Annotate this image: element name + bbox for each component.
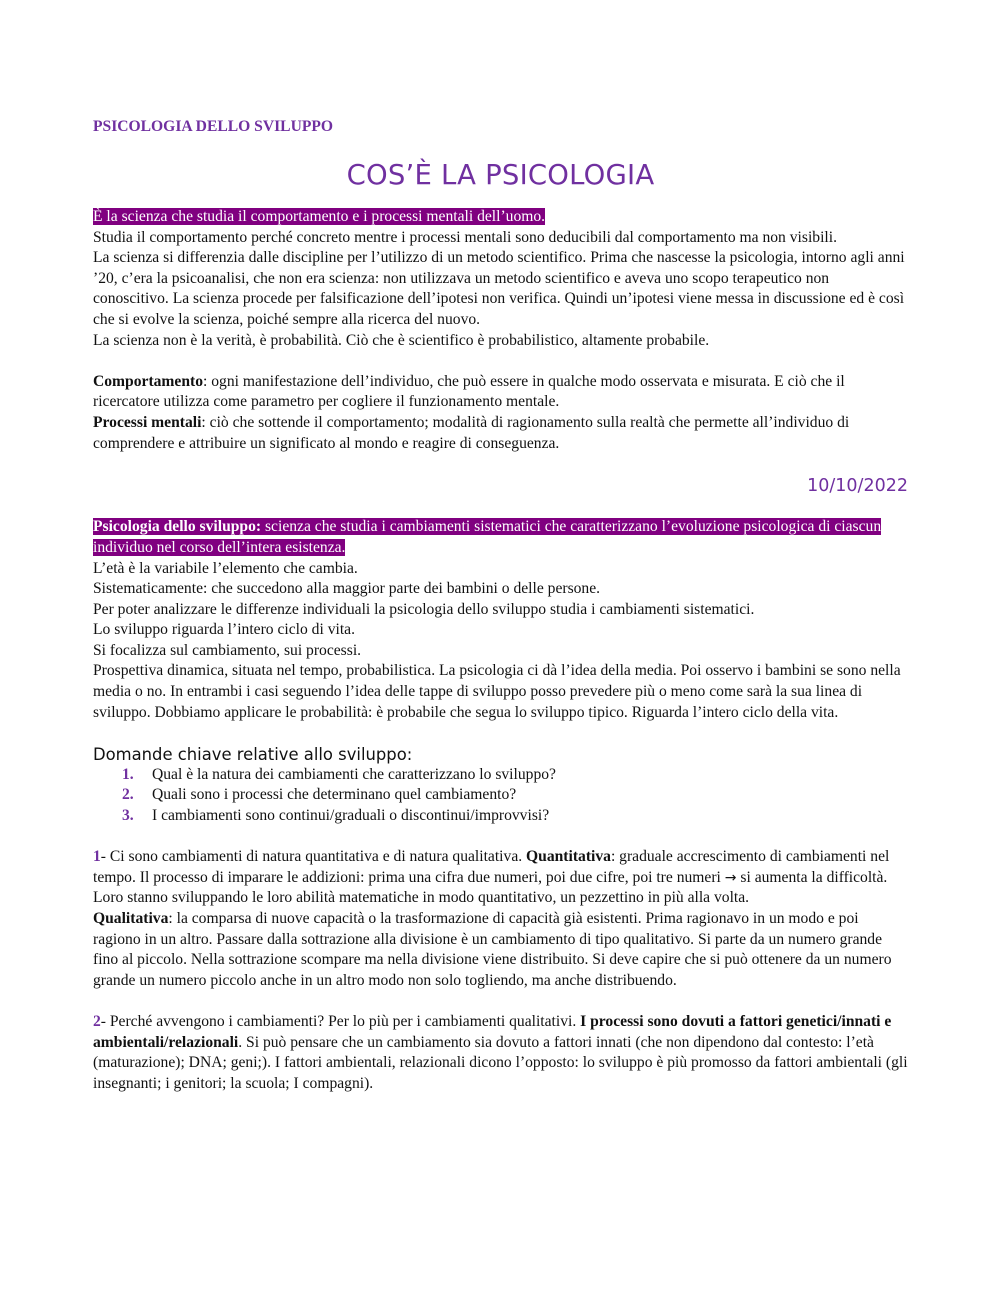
- answer-text: - Perché avvengono i cambiamenti? Per lo più per i cambiamenti qualitativi.: [100, 1012, 581, 1030]
- paragraph: L’età è la variabile l’elemento che cambia.: [93, 559, 358, 577]
- list-item: [93, 806, 908, 827]
- lecture-date: 10/10/2022: [807, 475, 908, 496]
- term-text: scienza che studia i cambiamenti sistematici che caratterizzano l’evoluzione psicologica di ciascun individuo nel corso dell’intera esistenza.: [93, 518, 882, 556]
- highlighted-definition: [93, 518, 881, 556]
- paragraph: Lo sviluppo riguarda l’intero ciclo di vita.: [93, 621, 355, 639]
- sviluppo-definition: [93, 517, 908, 558]
- spacer: [93, 497, 908, 518]
- term-label: Qualitativa: [93, 910, 169, 927]
- arrow-right-icon: →: [724, 869, 737, 886]
- list-number: 3.: [122, 807, 134, 825]
- answer-2-paragraph: [93, 1012, 908, 1094]
- answer-text: - Ci sono cambiamenti di natura quantitativa e di natura qualitativa.: [100, 848, 527, 866]
- page-title: COS’È LA PSICOLOGIA: [346, 159, 655, 191]
- spacer: [93, 454, 908, 475]
- term-text: : ogni manifestazione dell’individuo, che può essere in qualche modo osservata e misurata. E ciò che il ricercatore utilizza come parametro per cogliere il funzionamento mentale.: [93, 372, 845, 411]
- paragraph: La scienza non è la verità, è probabilità. Ciò che è scientifico è probabilistico, altamente probabile.: [93, 331, 710, 349]
- list-number: 1.: [122, 765, 134, 783]
- list-number: 2.: [122, 786, 134, 804]
- bold-statement: I processi sono dovuti a fattori genetici/innati e ambientali/relazionali: [93, 1012, 892, 1051]
- paragraph: Per poter analizzare le differenze individuali la psicologia dello sviluppo studia i cambiamenti sistematici.: [93, 600, 755, 618]
- paragraph: Studia il comportamento perché concreto mentre i processi mentali sono deducibili dal comportamento ma non visibili.: [93, 228, 837, 246]
- spacer: [93, 723, 908, 744]
- answer-text: . Si può pensare che un cambiamento sia dovuto a fattori innati (che non dipendono dal contesto: l’età (maturazione); DNA; geni;). I fattori ambientali, relazionali dicono l’opposto: lo sviluppo è più promosso da fattori ambientali (gli insegnanti; i genitori; la scuola; I compagni).: [93, 1033, 908, 1092]
- answer-text: si aumenta la difficoltà. Loro stanno sviluppando le loro abilità matematiche in modo quantitativo, un pezzettino in più alla volta.: [93, 868, 888, 907]
- term-comportamento: [93, 372, 908, 413]
- section-heading: Domande chiave relative allo sviluppo:: [93, 744, 413, 764]
- answer-text: : graduale accrescimento di cambiamenti nel tempo. Il processo di imparare le addizioni: prima una cifra due numeri, poi due cifre, poi tre numeri: [93, 848, 890, 886]
- paragraph: Prospettiva dinamica, situata nel tempo, probabilistica. La psicologia ci dà l’idea della media. Poi osservo i bambini se sono nella media o no. In entrambi i casi seguendo l’idea delle tappe di sviluppo posso prevedere più o meno come sarà la sua linea di sviluppo. Dobbiamo applicare le probabilità: è probabile che segua lo sviluppo tipico. Riguarda l’intero ciclo della vita.: [93, 662, 901, 721]
- list-item-text: Qual è la natura dei cambiamenti che caratterizzano lo sviluppo?: [152, 765, 556, 783]
- paragraph: Sistematicamente: che succedono alla maggior parte dei bambini o delle persone.: [93, 580, 601, 598]
- paragraph: Si focalizza sul cambiamento, sui processi.: [93, 641, 362, 659]
- spacer: [93, 351, 908, 372]
- questions-list: [93, 765, 908, 827]
- answer-number: 2: [93, 1012, 101, 1030]
- list-item-text: I cambiamenti sono continui/graduali o discontinui/improvvisi?: [152, 807, 550, 825]
- paragraph: La scienza si differenzia dalle discipline per l’utilizzo di un metodo scientifico. Prima che nascesse la psicologia, intorno agli anni ’20, c’era la psicoanalisi, che non era scienza: non utilizzava un metodo scientifico e aveva uno scopo terapeutico non conoscitivo. La scienza procede per falsificazione dell’ipotesi non verifica. Quindi un’ipotesi viene messa in discussione ed è così che si evolve la scienza, poiché sempre alla ricerca del nuovo.: [93, 249, 905, 328]
- spacer: [93, 991, 908, 1012]
- definition-paragraph: [93, 207, 908, 228]
- answer-text: : la comparsa di nuove capacità o la trasformazione di capacità già esistenti. Prima ragionavo in un modo e poi ragiono in un altro. Passare dalla sottrazione alla divisione è un cambiamento di tipo qualitativo. Si parte da un numero grande fino al piccolo. Nella sottrazione scompare ma nella divisione viene distribuito. Si deve capire che si può ottenere da un numero grande un numero piccolo anche in un altro modo non solo togliendo, ma anche distribuendo.: [93, 910, 892, 989]
- term-label: Processi mentali: [93, 413, 202, 431]
- spacer: [93, 827, 908, 848]
- document-page: [93, 116, 908, 1094]
- list-item: [93, 765, 908, 786]
- answer-1-qualitativa: [93, 909, 908, 991]
- term-text: : ciò che sottende il comportamento; modalità di ragionamento sulla realtà che permette all’individuo di comprendere e attribuire un significato al mondo e reagire di conseguenza.: [93, 413, 850, 452]
- highlighted-definition: È la scienza che studia il comportamento e i processi mentali dell’uomo.: [93, 208, 546, 225]
- answer-1-paragraph: [93, 847, 908, 909]
- term-processi-mentali: [93, 413, 908, 454]
- course-header: PSICOLOGIA DELLO SVILUPPO: [93, 118, 334, 135]
- answer-number: 1: [93, 848, 101, 866]
- term-label: Quantitativa: [526, 848, 611, 866]
- term-label: Psicologia dello sviluppo:: [93, 518, 262, 536]
- list-item: [93, 785, 908, 806]
- term-label: Comportamento: [93, 372, 204, 390]
- list-item-text: Quali sono i processi che determinano quel cambiamento?: [152, 786, 517, 804]
